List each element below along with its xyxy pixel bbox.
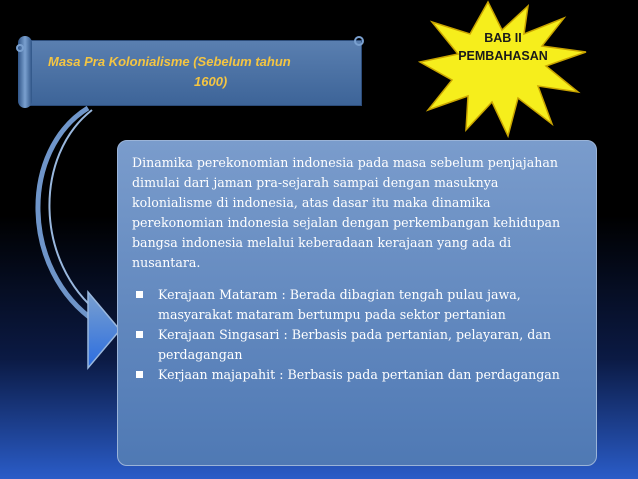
- title-line-2: 1600): [194, 74, 228, 89]
- list-item: [132, 285, 580, 325]
- intro-paragraph: Dinamika perekonomian indonesia pada masa sebelum penjajahan dimulai dari jaman pra-sejarah sampai dengan masuknya kolonialisme di indonesia, atas dasar itu maka dinamika perekonomian indonesia sejalan dengan perkembangan kehidupan bangsa indonesia melalui keberadaan kerajaan yang ada di nusantara.: [132, 155, 561, 270]
- square-bullet-icon: [136, 291, 143, 298]
- chapter-label: [418, 29, 588, 65]
- list-item-text: Kerajaan Mataram : Berada dibagian tengah pulau jawa, masyarakat mataram bertumpu pada sektor pertanian: [158, 287, 521, 322]
- kingdom-list: [132, 285, 580, 385]
- square-bullet-icon: [136, 331, 143, 338]
- title-line-1: Masa Pra Kolonialisme (Sebelum tahun: [48, 54, 291, 69]
- starburst-icon: [418, 0, 588, 140]
- square-bullet-icon: [136, 371, 143, 378]
- content-panel: [117, 140, 597, 466]
- chapter-title: PEMBAHASAN: [458, 49, 548, 63]
- chapter-number: BAB II: [484, 31, 522, 45]
- chapter-badge: [418, 0, 588, 140]
- page-title: [48, 52, 366, 92]
- list-item: [132, 325, 580, 365]
- list-item-text: Kerjaan majapahit : Berbasis pada pertanian dan perdagangan: [158, 367, 560, 382]
- title-banner: [18, 36, 364, 108]
- list-item-text: Kerajaan Singasari : Berbasis pada pertanian, pelayaran, dan perdagangan: [158, 327, 551, 362]
- scroll-curl-icon: [16, 44, 24, 52]
- scroll-curl-icon: [354, 36, 364, 46]
- list-item: [132, 365, 580, 385]
